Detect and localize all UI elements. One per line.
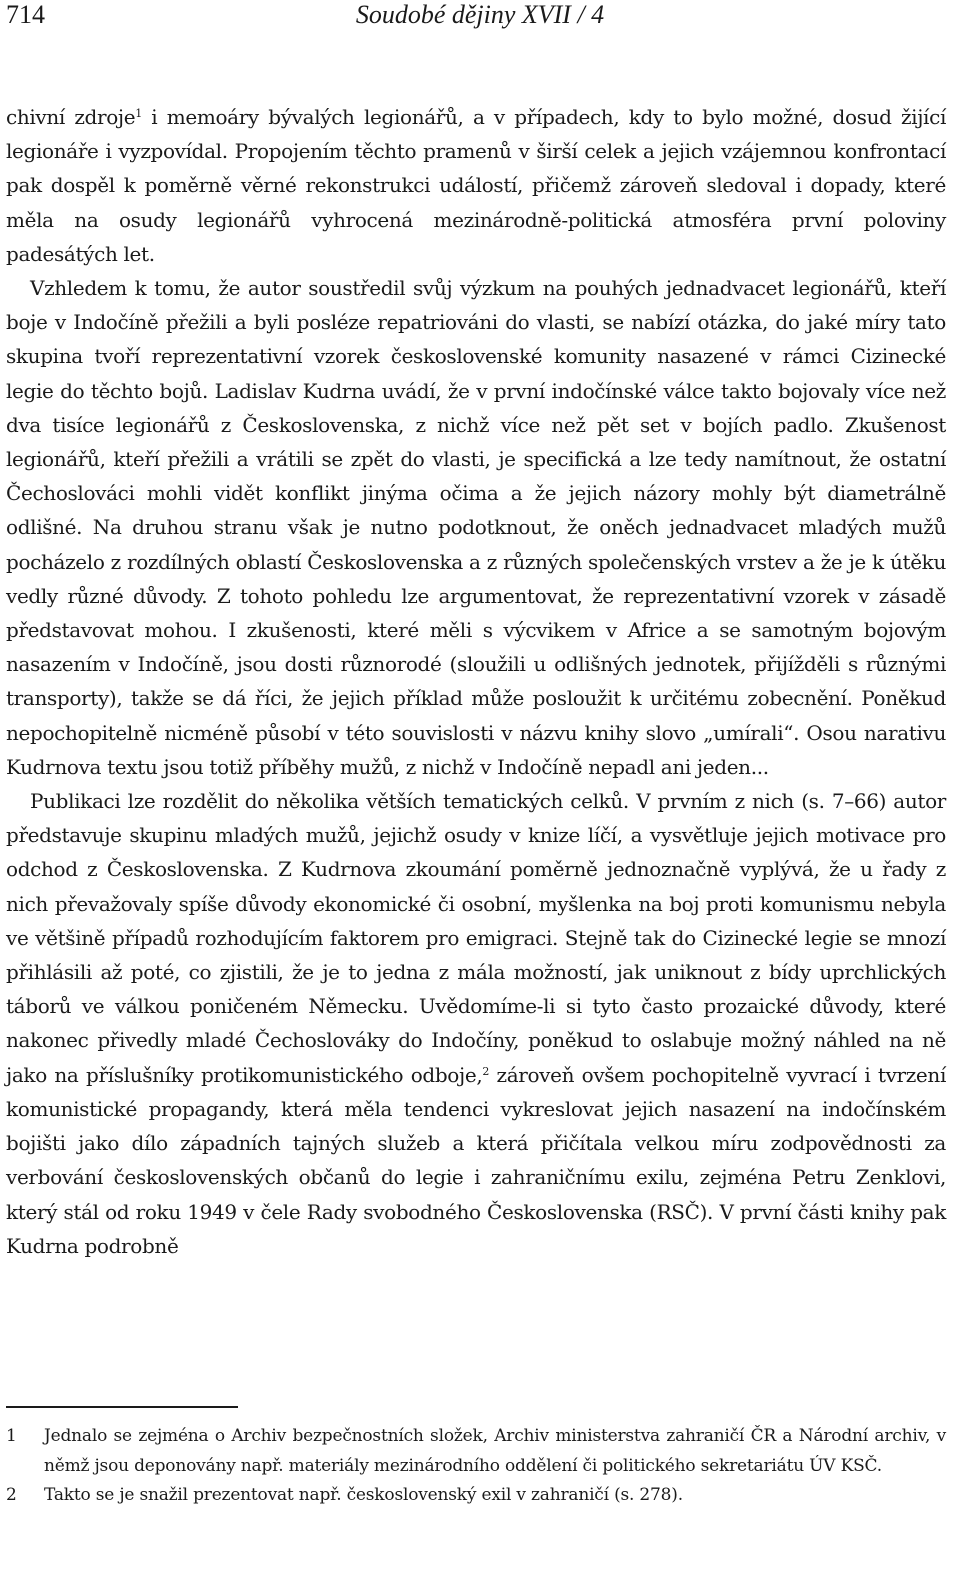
footnote-text: Takto se je snažil prezentovat např. československý exil v zahraničí (s. 278). bbox=[44, 1485, 683, 1505]
paragraph-text: i memoáry bývalých legionářů, a v případech, kdy to bylo možné, dosud žijící legionáře i vyzpovídal. Propojením těchto pramenů v širší celek a jejich vzájemnou konfrontací pak dospěl k poměrně věrné rekonstrukci událostí, přičemž zároveň sledoval i dopady, které měla na osudy legionářů vyhrocená mezinárodně-politická atmosféra první poloviny padesátých let. bbox=[6, 105, 946, 266]
paragraph: Vzhledem k tomu, že autor soustředil svůj výzkum na pouhých jednadvacet legionářů, kteří boje v Indočíně přežili a byli posléze repatriováni do vlasti, se nabízí otázka, do jaké míry tato skupina tvoří reprezentativní vzorek československé komunity nasazené v rámci Cizinecké legie do těchto bojů. Ladislav Kudrna uvádí, že v první indočínské válce takto bojovaly více než dva tisíce legionářů z Československa, z nichž více než pět set v bojích padlo. Zkušenost legionářů, kteří přežili a vrátili se zpět do vlasti, je specifická a lze tedy namítnout, že ostatní Čechoslováci mohli vidět konflikt jinýma očima a že jejich názory mohly být diametrálně odlišné. Na druhou stranu však je nutno podotknout, že oněch jednadvacet mladých mužů pocházelo z rozdílných oblastí Československa a z různých společenských vrstev a že je k útěku vedly různé důvody. Z tohoto pohledu lze argumentovat, že reprezentativní vzorek v zásadě představovat mohou. I zkušenosti, které měli s výcvikem v Africe a se samotným bojovým nasazením v Indočíně, jsou dosti různorodé (sloužili u odlišných jednotek, přijížděli s různými transporty), takže se dá říci, že jejich příklad může posloužit k určitému zobecnění. Poněkud nepochopitelně nicméně působí v této souvislosti v názvu knihy slovo „umírali“. Osou narativu Kudrnova textu jsou totiž příběhy mužů, z nichž v Indočíně nepadl ani jeden... bbox=[6, 276, 946, 779]
paragraph-text: zároveň ovšem pochopitelně vyvrací i tvrzení komunistické propagandy, která měla tendenci vykreslovat jejich nasazení na indočínském bojišti jako dílo západních tajných služeb a která přičítala velkou míru zodpovědnosti za verbování československých občanů do legie i zahraničnímu exilu, zejména Petru Zenklovi, který stál od roku 1949 v čele Rady svobodného Československa (RSČ). V první části knihy pak Kudrna podrobně bbox=[6, 1062, 946, 1258]
footnote-reference-1[interactable]: 1 bbox=[135, 107, 142, 121]
footnote-text: Jednalo se zejména o Archiv bezpečnostních složek, Archiv ministerstva zahraničí ČR a Národní archiv, v němž jsou deponovány např. materiály mezinárodního oddělení či politického sekretariátu ÚV KSČ. bbox=[44, 1426, 946, 1476]
footnote-separator bbox=[6, 1406, 238, 1408]
page-number: 714 bbox=[6, 0, 45, 29]
footnote-number: 1 bbox=[6, 1426, 17, 1446]
running-title: Soudobé dějiny XVII / 4 bbox=[355, 0, 605, 29]
page-header bbox=[6, 0, 954, 34]
paragraph-continuation bbox=[6, 100, 946, 271]
footnote-reference-2[interactable]: 2 bbox=[482, 1065, 489, 1079]
footnote-1 bbox=[6, 1422, 946, 1481]
footnote-2 bbox=[6, 1481, 946, 1511]
footnote-number: 2 bbox=[6, 1485, 17, 1505]
footnotes bbox=[6, 1422, 946, 1511]
body-text bbox=[6, 100, 946, 1263]
paragraph-text: Publikaci lze rozdělit do několika větších tematických celků. V prvním z nich (s. 7–66) autor představuje skupinu mladých mužů, jejichž osudy v knize líčí, a vysvětluje jejich motivace pro odchod z Československa. Z Kudrnova zkoumání poměrně jednoznačně vyplývá, že u řady z nich převažovaly spíše důvody ekonomické či osobní, myšlenka na boj proti komunismu nebyla ve většině případů rozhodujícím faktorem pro emigraci. Stejně tak do Cizinecké legie se mnozí přihlásili až poté, co zjistili, že je to jedna z mála možností, jak uniknout z bídy uprchlických táborů ve válkou poničeném Německu. Uvědomíme-li si tyto často prozaické důvody, které nakonec přivedly mladé Čechoslováky do Indočíny, poněkud to oslabuje možný náhled na ně jako na příslušníky protikomunistického odboje, bbox=[6, 789, 946, 1087]
paragraph-text: chivní zdroje bbox=[6, 105, 136, 129]
paragraph bbox=[6, 784, 946, 1263]
